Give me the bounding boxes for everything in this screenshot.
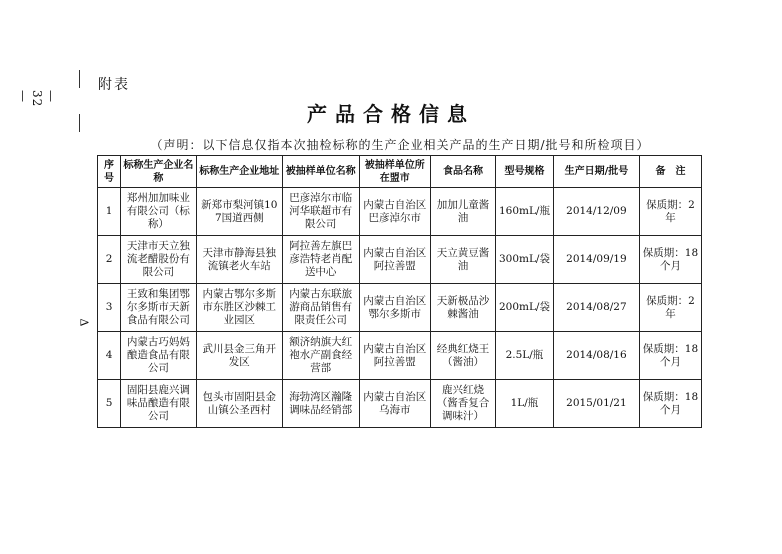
cell-date-batch: 2014/12/09 — [553, 188, 639, 236]
margin-mark: Δ — [77, 318, 91, 327]
header-company-name: 标称生产企业名称 — [121, 156, 197, 188]
cell-sampled-unit: 额济纳旗大红袍水产副食经营部 — [282, 332, 359, 380]
cell-index: 5 — [98, 380, 121, 428]
cell-date-batch: 2014/08/27 — [553, 284, 639, 332]
cell-food-name: 经典红烧王（酱油） — [430, 332, 495, 380]
cell-date-batch: 2014/08/16 — [553, 332, 639, 380]
cell-company-name: 内蒙古巧妈妈酿造食品有限公司 — [121, 332, 197, 380]
cell-spec: 2.5L/瓶 — [496, 332, 554, 380]
cell-company-name: 郑州加加味业有限公司（标称） — [121, 188, 197, 236]
cell-sampled-region: 内蒙古自治区鄂尔多斯市 — [359, 284, 430, 332]
table-row — [98, 236, 702, 284]
header-sampled-region: 被抽样单位所在盟市 — [359, 156, 430, 188]
page-number-rule-top — [79, 70, 80, 88]
cell-company-address: 内蒙古鄂尔多斯市东胜区沙棘工业园区 — [196, 284, 282, 332]
header-index: 序号 — [98, 156, 121, 188]
product-table — [97, 155, 702, 428]
table-header-row — [98, 156, 702, 188]
cell-company-address: 武川县金三角开发区 — [196, 332, 282, 380]
header-date-batch: 生产日期/批号 — [553, 156, 639, 188]
cell-sampled-region: 内蒙古自治区乌海市 — [359, 380, 430, 428]
header-sampled-unit: 被抽样单位名称 — [282, 156, 359, 188]
cell-index: 1 — [98, 188, 121, 236]
cell-food-name: 鹿兴红烧（酱香复合调味汁） — [430, 380, 495, 428]
cell-sampled-region: 内蒙古自治区巴彦淖尔市 — [359, 188, 430, 236]
cell-spec: 200mL/袋 — [496, 284, 554, 332]
header-remarks: 备 注 — [639, 156, 701, 188]
cell-company-name: 固阳县鹿兴调味品酿造有限公司 — [121, 380, 197, 428]
header-company-address: 标称生产企业地址 — [196, 156, 282, 188]
cell-company-address: 包头市固阳县金山镇公圣西村 — [196, 380, 282, 428]
cell-company-address: 新郑市梨河镇107国道西侧 — [196, 188, 282, 236]
cell-index: 4 — [98, 332, 121, 380]
header-spec: 型号规格 — [496, 156, 554, 188]
cell-remarks: 保质期：18个月 — [639, 332, 701, 380]
cell-remarks: 保质期：2年 — [639, 284, 701, 332]
table-row — [98, 380, 702, 428]
statement: （声明：以下信息仅指本次抽检标称的生产企业相关产品的生产日期/批号和所检项目） — [150, 138, 650, 152]
cell-sampled-unit: 内蒙古东联旅游商品销售有限责任公司 — [282, 284, 359, 332]
table-row — [98, 332, 702, 380]
cell-food-name: 天新极品沙棘酱油 — [430, 284, 495, 332]
cell-spec: 300mL/袋 — [496, 236, 554, 284]
cell-remarks: 保质期：2年 — [639, 188, 701, 236]
cell-spec: 160mL/瓶 — [496, 188, 554, 236]
attachment-label: 附表 — [98, 77, 130, 93]
header-food-name: 食品名称 — [430, 156, 495, 188]
table-row — [98, 188, 702, 236]
cell-company-name: 天津市天立独流老醋股份有限公司 — [121, 236, 197, 284]
cell-date-batch: 2015/01/21 — [553, 380, 639, 428]
page-title: 产品合格信息 — [307, 102, 475, 126]
table-row — [98, 284, 702, 332]
cell-sampled-unit: 巴彦淖尔市临河华联超市有限公司 — [282, 188, 359, 236]
cell-company-address: 天津市静海县独流镇老火车站 — [196, 236, 282, 284]
cell-remarks: 保质期：18个月 — [639, 380, 701, 428]
cell-sampled-region: 内蒙古自治区阿拉善盟 — [359, 332, 430, 380]
cell-sampled-region: 内蒙古自治区阿拉善盟 — [359, 236, 430, 284]
cell-food-name: 加加儿童酱油 — [430, 188, 495, 236]
cell-spec: 1L/瓶 — [496, 380, 554, 428]
cell-date-batch: 2014/09/19 — [553, 236, 639, 284]
cell-company-name: 王致和集团鄂尔多斯市天新食品有限公司 — [121, 284, 197, 332]
cell-index: 2 — [98, 236, 121, 284]
cell-food-name: 天立黄豆酱油 — [430, 236, 495, 284]
cell-sampled-unit: 阿拉善左旗巴彦浩特老肖配送中心 — [282, 236, 359, 284]
page-number: — 32 — — [16, 90, 58, 108]
cell-index: 3 — [98, 284, 121, 332]
cell-sampled-unit: 海勃湾区瀚隆调味品经销部 — [282, 380, 359, 428]
cell-remarks: 保质期：18个月 — [639, 236, 701, 284]
